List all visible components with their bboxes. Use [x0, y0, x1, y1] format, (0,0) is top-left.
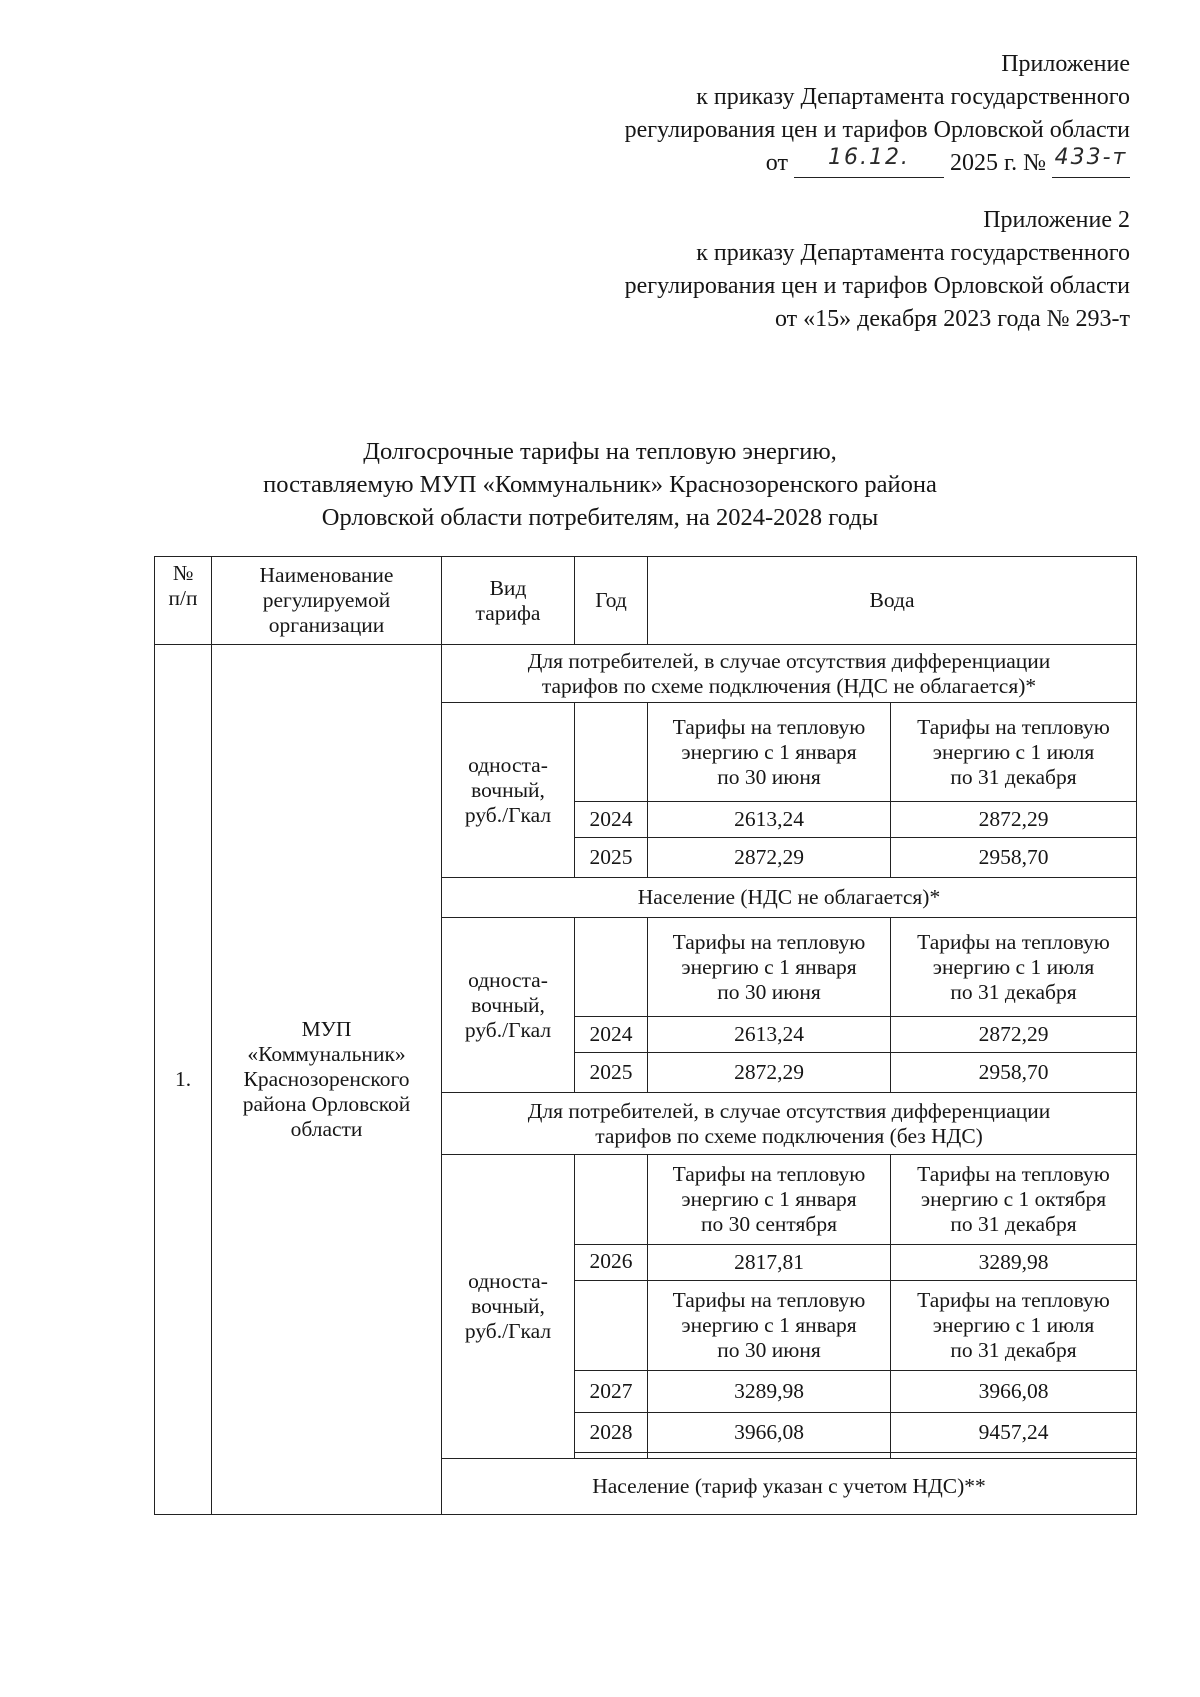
- row-number: 1.: [155, 645, 212, 1515]
- title-line: Орловской области потребителям, на 2024-2028 годы: [321, 504, 879, 531]
- year-cell: 2024: [575, 1017, 648, 1053]
- period-header: Тарифы на тепловую энергию с 1 января по 30 июня: [648, 703, 891, 802]
- department-name: регулирования цен и тарифов Орловской области: [624, 117, 1130, 143]
- tariff-value: 2872,29: [891, 1017, 1137, 1053]
- year-cell: 2026: [575, 1245, 648, 1281]
- appendix-current-header: [625, 48, 1130, 180]
- tariff-value: 2958,70: [891, 1053, 1137, 1093]
- handwritten-number: 433-т: [1054, 145, 1128, 170]
- order-date: от «15» декабря 2023 года № 293-т: [774, 306, 1130, 332]
- period-header: Тарифы на тепловую энергию с 1 января по 30 сентября: [648, 1155, 891, 1245]
- year-cell: 2025: [575, 1053, 648, 1093]
- period-header: Тарифы на тепловую энергию с 1 июля по 31 декабря: [891, 703, 1137, 802]
- tariff-value: 3966,08: [648, 1413, 891, 1453]
- handwritten-date-field: [794, 145, 944, 178]
- header-type: Вид тарифа: [442, 557, 575, 645]
- order-reference: к приказу Департамента государственного: [696, 240, 1130, 266]
- tariff-value: 3289,98: [891, 1245, 1137, 1281]
- header-org: Наименование регулируемой организации: [212, 557, 442, 645]
- tariff-type: односта- вочный, руб./Гкал: [442, 918, 575, 1093]
- year-cell: 2024: [575, 802, 648, 838]
- date-prefix: от: [765, 150, 788, 176]
- year-cell: 2025: [575, 838, 648, 878]
- title-line: Долгосрочные тарифы на тепловую энергию,: [363, 438, 837, 465]
- tariff-type: односта- вочный, руб./Гкал: [442, 703, 575, 878]
- order-reference: к приказу Департамента государственного: [696, 84, 1130, 110]
- period-header: Тарифы на тепловую энергию с 1 января по 30 июня: [648, 918, 891, 1017]
- title-line: поставляемую МУП «Коммунальник» Краснозоренского района: [263, 471, 937, 498]
- appendix-original-header: [625, 204, 1130, 336]
- document-title: [150, 435, 1050, 534]
- tariff-value: 3289,98: [648, 1371, 891, 1413]
- header-num: № п/п: [155, 557, 212, 645]
- year-cell: 2028: [575, 1413, 648, 1453]
- section-heading: Для потребителей, в случае отсутствия дифференциации тарифов по схеме подключения (НДС не облагается)*: [442, 645, 1137, 703]
- appendix-label: Приложение 2: [983, 207, 1130, 233]
- period-header: Тарифы на тепловую энергию с 1 июля по 31 декабря: [891, 918, 1137, 1017]
- year-cell: 2027: [575, 1371, 648, 1413]
- year-number-label: 2025 г. №: [949, 150, 1046, 176]
- period-header: Тарифы на тепловую энергию с 1 июля по 31 декабря: [891, 1281, 1137, 1371]
- section-heading: Для потребителей, в случае отсутствия дифференциации тарифов по схеме подключения (без НДС): [442, 1093, 1137, 1155]
- tariff-value: 2613,24: [648, 802, 891, 838]
- section-heading: Население (НДС не облагается)*: [442, 878, 1137, 918]
- empty-cell: [575, 703, 648, 802]
- table-row: [155, 645, 1137, 703]
- period-header: Тарифы на тепловую энергию с 1 января по 30 июня: [648, 1281, 891, 1371]
- tariff-value: 2613,24: [648, 1017, 891, 1053]
- empty-cell: [575, 1155, 648, 1245]
- header-water: Вода: [648, 557, 1137, 645]
- tariff-value: 2872,29: [891, 802, 1137, 838]
- section-heading: Население (тариф указан с учетом НДС)**: [442, 1459, 1137, 1515]
- organization-name: МУП «Коммунальник» Краснозоренского района Орловской области: [212, 645, 442, 1515]
- tariff-value: 9457,24: [891, 1413, 1137, 1453]
- tariff-type: односта- вочный, руб./Гкал: [442, 1155, 575, 1459]
- tariff-value: 2958,70: [891, 838, 1137, 878]
- department-name: регулирования цен и тарифов Орловской области: [624, 273, 1130, 299]
- tariff-value: 3966,08: [891, 1371, 1137, 1413]
- appendix-label: Приложение: [1001, 51, 1130, 77]
- tariff-table: [154, 556, 1137, 1515]
- tariff-value: 2872,29: [648, 838, 891, 878]
- tariff-value: 2817,81: [648, 1245, 891, 1281]
- tariff-value: 2872,29: [648, 1053, 891, 1093]
- header-year: Год: [575, 557, 648, 645]
- empty-cell: [575, 1281, 648, 1371]
- order-date-line: [625, 147, 1130, 180]
- handwritten-number-field: [1052, 145, 1130, 178]
- empty-cell: [575, 918, 648, 1017]
- header-row: [155, 557, 1137, 645]
- handwritten-date: 16.12.: [827, 145, 910, 170]
- period-header: Тарифы на тепловую энергию с 1 октября по 31 декабря: [891, 1155, 1137, 1245]
